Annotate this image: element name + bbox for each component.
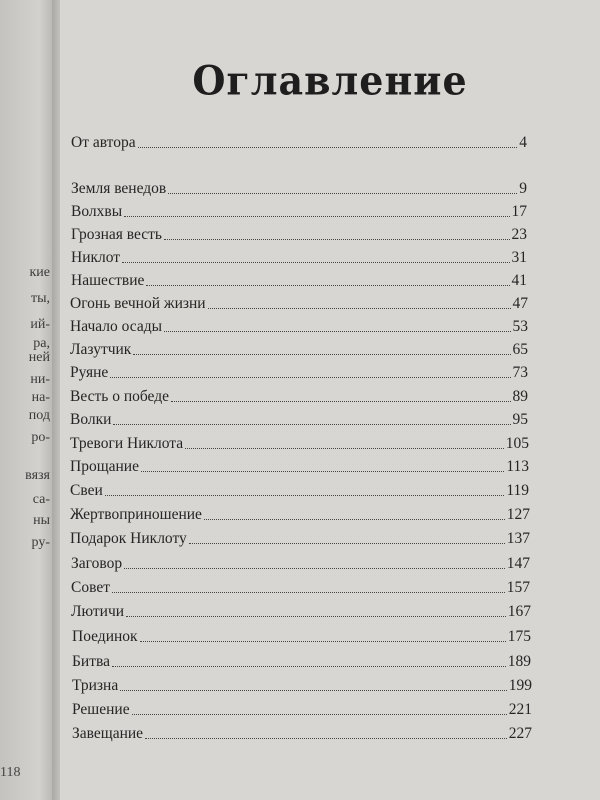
- toc-entry-title: Тревоги Никлота: [70, 435, 184, 452]
- toc-entry: [71, 134, 527, 152]
- toc-entry: [70, 318, 528, 336]
- toc-entry-title: Решение: [72, 701, 130, 718]
- toc-leader-dots: [124, 567, 505, 569]
- toc-entry: [70, 482, 529, 500]
- toc-leader-dots: [105, 494, 505, 496]
- toc-leader-dots: [110, 376, 510, 378]
- left-page-text-fragment: ра,: [33, 336, 50, 351]
- toc-entry: [70, 411, 528, 429]
- toc-entry-page-number: 53: [512, 318, 528, 335]
- toc-entry-title: Завещание: [72, 725, 144, 742]
- toc-leader-dots: [171, 400, 511, 402]
- toc-entry-page-number: 157: [506, 579, 530, 596]
- toc-entry-page-number: 65: [512, 341, 528, 358]
- toc-leader-dots: [138, 146, 518, 148]
- toc-leader-dots: [146, 284, 509, 286]
- toc-entry-title: Огонь вечной жизни: [70, 295, 206, 312]
- left-page-text-fragment: ро-: [31, 430, 50, 445]
- toc-entry-title: Подарок Никлоту: [70, 530, 187, 547]
- toc-entry-page-number: 189: [507, 653, 531, 670]
- toc-entry: [72, 628, 531, 646]
- toc-leader-dots: [145, 737, 507, 739]
- toc-entry: [71, 203, 527, 221]
- toc-entry-page-number: 4: [519, 134, 527, 151]
- toc-leader-dots: [189, 542, 505, 544]
- left-page-text-fragment: ни-: [30, 372, 50, 387]
- toc-entry-page-number: 73: [512, 364, 528, 381]
- left-page-text-fragment: са-: [32, 492, 50, 507]
- toc-leader-dots: [126, 615, 506, 617]
- toc-leader-dots: [113, 423, 510, 425]
- toc-entry-page-number: 47: [512, 295, 528, 312]
- toc-leader-dots: [112, 591, 505, 593]
- toc-entry-page-number: 147: [506, 555, 530, 572]
- toc-entry-title: Совет: [71, 579, 110, 596]
- toc-leader-dots: [132, 713, 507, 715]
- toc-entry: [72, 677, 532, 695]
- toc-leader-dots: [122, 261, 509, 263]
- toc-entry-title: Лазутчик: [70, 341, 132, 358]
- toc-entry-page-number: 221: [508, 701, 532, 718]
- toc-entry: [71, 180, 527, 198]
- left-page-text-fragment: ий-: [30, 317, 50, 332]
- left-page-number: 118: [0, 765, 21, 780]
- toc-entry-title: Весть о победе: [70, 388, 169, 405]
- toc-leader-dots: [140, 640, 506, 642]
- toc-entry: [72, 701, 532, 719]
- toc-entry-title: Прощание: [70, 458, 139, 475]
- toc-entry-page-number: 23: [511, 226, 527, 243]
- left-page-text-fragment: под: [28, 408, 50, 423]
- toc-entry-page-number: 113: [506, 458, 529, 475]
- toc-entry: [70, 364, 528, 382]
- toc-leader-dots: [208, 307, 511, 309]
- toc-entry-title: Лютичи: [71, 603, 125, 620]
- toc-entry: [70, 295, 528, 313]
- toc-entry-page-number: 127: [506, 506, 530, 523]
- toc-entry: [71, 272, 527, 290]
- left-page-text-fragment: на-: [31, 390, 50, 405]
- toc-entry-page-number: 167: [507, 603, 531, 620]
- toc-entry-title: Волхвы: [71, 203, 123, 220]
- toc-entry-title: Волки: [70, 411, 112, 428]
- toc-entry: [70, 388, 528, 406]
- toc-entry-page-number: 175: [507, 628, 531, 645]
- left-page-text-fragment: ней: [28, 350, 50, 365]
- toc-leader-dots: [204, 518, 505, 520]
- toc-entry-page-number: 41: [511, 272, 527, 289]
- left-page-text-fragment: кие: [29, 265, 50, 280]
- toc-entry-title: Заговор: [71, 555, 123, 572]
- left-page-text-fragment: ты,: [30, 291, 50, 306]
- toc-entry-page-number: 31: [511, 249, 527, 266]
- toc-leader-dots: [133, 353, 510, 355]
- toc-entry: [71, 603, 531, 621]
- toc-entry-title: От автора: [71, 134, 136, 151]
- toc-entry: [70, 530, 530, 548]
- page-title: Оглавление: [192, 56, 468, 105]
- toc-entry-title: Начало осады: [70, 318, 163, 335]
- toc-entry-page-number: 227: [508, 725, 532, 742]
- toc-entry-page-number: 9: [519, 180, 527, 197]
- toc-entry: [71, 226, 527, 244]
- left-page-text-fragment: вязя: [25, 468, 50, 483]
- toc-entry-title: Поединок: [72, 628, 138, 645]
- toc-entry-page-number: 105: [505, 435, 529, 452]
- toc-entry-title: Тризна: [72, 677, 119, 694]
- toc-entry-title: Свеи: [70, 482, 103, 499]
- toc-leader-dots: [112, 665, 506, 667]
- toc-entry: [71, 555, 530, 573]
- toc-entry-page-number: 95: [512, 411, 528, 428]
- toc-entry-title: Грозная весть: [71, 226, 163, 243]
- toc-entry: [72, 653, 531, 671]
- left-page-text-fragment: ны: [33, 513, 50, 528]
- toc-leader-dots: [185, 447, 504, 449]
- toc-entry: [70, 341, 528, 359]
- toc-leader-dots: [164, 330, 510, 332]
- toc-entry-page-number: 89: [512, 388, 528, 405]
- toc-entry: [70, 506, 530, 524]
- toc-leader-dots: [164, 238, 509, 240]
- toc-leader-dots: [141, 470, 504, 472]
- toc-entry: [71, 249, 527, 267]
- toc-leader-dots: [124, 215, 509, 217]
- toc-entry-title: Битва: [72, 653, 110, 670]
- toc-entry-page-number: 119: [506, 482, 529, 499]
- toc-entry: [71, 579, 530, 597]
- toc-leader-dots: [168, 192, 517, 194]
- toc-entry-title: Никлот: [71, 249, 121, 266]
- toc-leader-dots: [120, 689, 507, 691]
- toc-entry: [70, 435, 529, 453]
- left-page-text-fragment: ру-: [31, 535, 50, 550]
- toc-entry-page-number: 199: [508, 677, 532, 694]
- toc-entry: [70, 458, 529, 476]
- toc-entry-title: Жертвоприношение: [70, 506, 202, 523]
- toc-entry-title: Земля венедов: [71, 180, 167, 197]
- toc-entry-title: Руяне: [70, 364, 109, 381]
- toc-entry-page-number: 137: [506, 530, 530, 547]
- toc-entry-page-number: 17: [511, 203, 527, 220]
- toc-entry: [72, 725, 532, 743]
- toc-entry-title: Нашествие: [71, 272, 145, 289]
